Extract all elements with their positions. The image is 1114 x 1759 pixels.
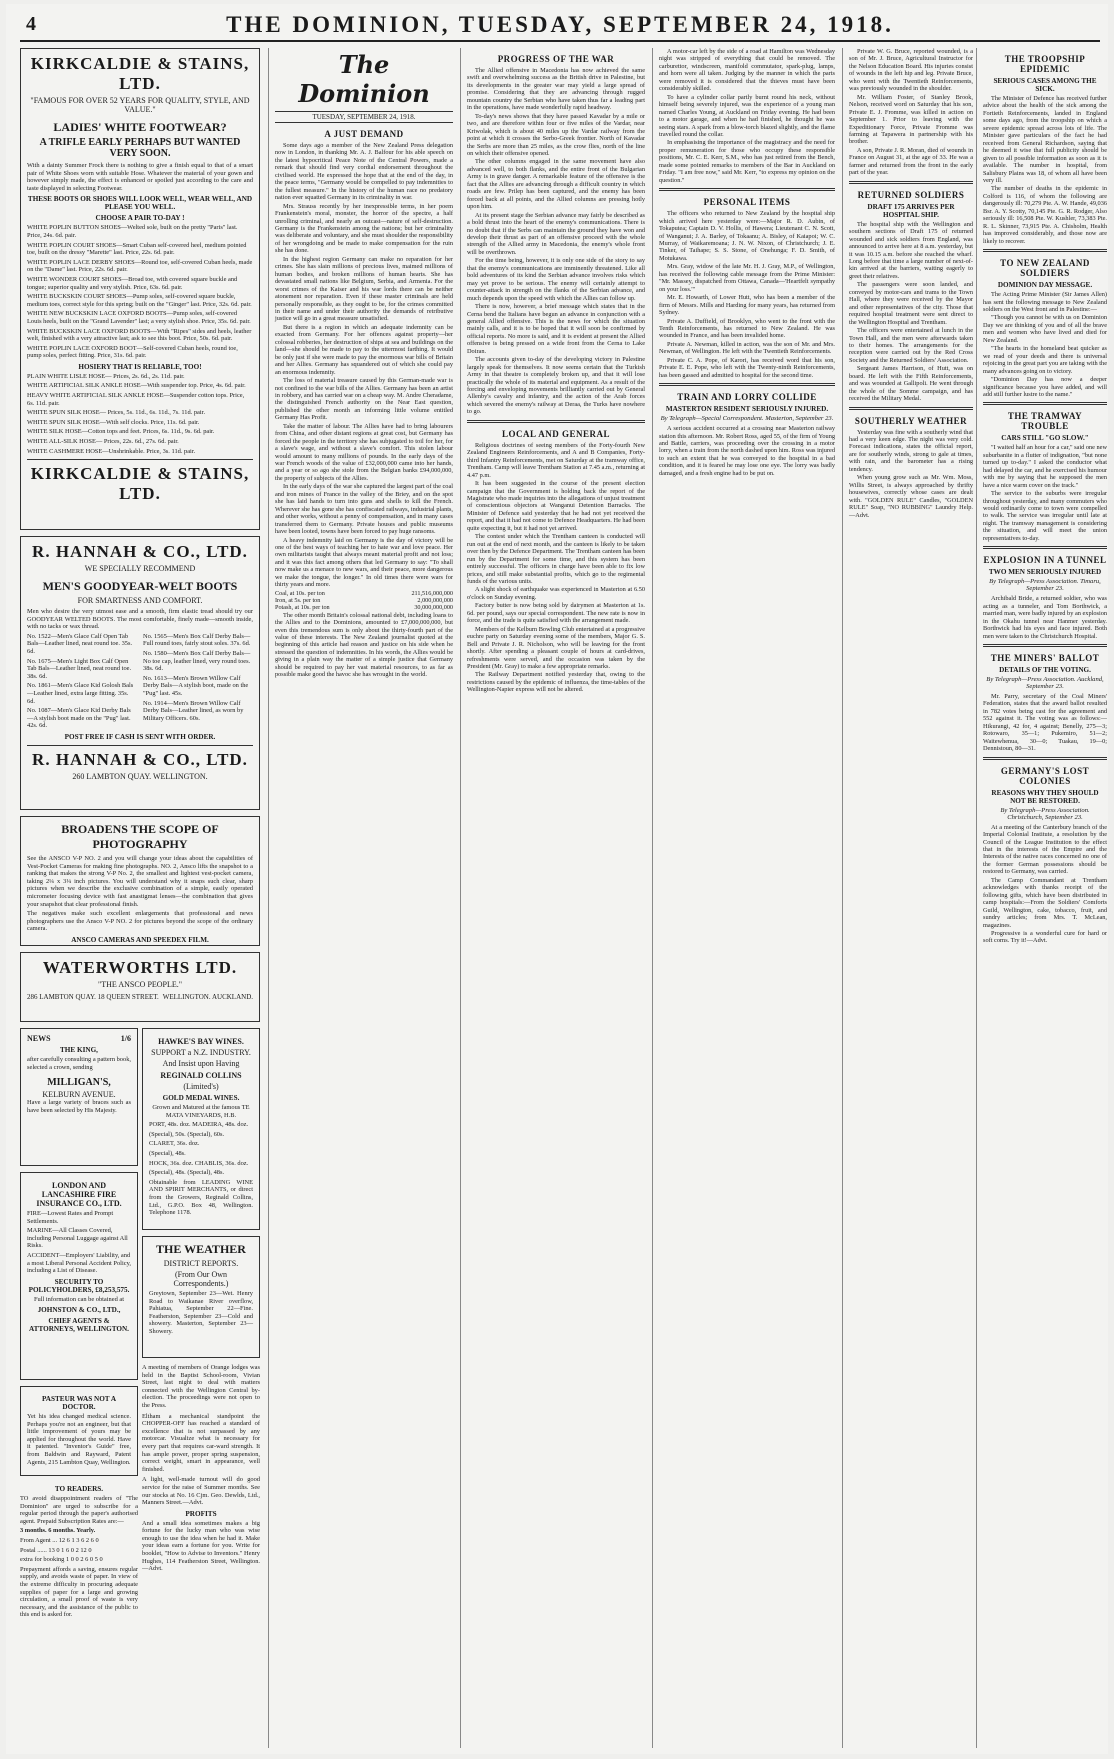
insurance-line: FIRE—Lowest Rates and Prompt Settlements. <box>27 1210 114 1225</box>
paragraph: Take the matter of labour. The Allies have had to bring labourers from China, and other distant regions at great cost, but Germany has forced the people in the territory she has subjugated to toil for her, for a slave's wage, and without a slave's comfort. This stolen labour would amount to many millions of pounds. In the early days of the war French woods of the value of £32,000,000 came into her hands, and a year or so ago she stole from the Belgian banks £94,000,000, the property of subjects of the Allies. <box>275 422 453 482</box>
meeting-text3: A light, well-made turnout will do good service for the raise of Summer months. See our stocks at No. 16 Cjm. Geo. Dewlds, Ltd., Manners Street.—Advt. <box>142 1476 260 1507</box>
paragraph: The hospital ship with the Wellington and southern sections of Draft 175 of returned wounded and sick soldiers from England, was announced to arrive here at 8 a.m. yesterday, but it was 10.15 a.m. before she reached the wharf. Long before that time a large number of next-of-kin arrived at the barriers, waiting eagerly to greet their relatives. <box>849 220 973 280</box>
kirkcaldie-footer: KIRKCALDIE & STAINS, LTD. <box>30 464 250 504</box>
general-notes <box>659 48 835 184</box>
insurance-title: LONDON AND LANCASHIRE FIRE INSURANCE CO., LTD. <box>36 1181 122 1208</box>
tunnel-headline: EXPLOSION IN A TUNNEL <box>983 555 1107 566</box>
wine-line: HOCK, 36s. doz. CHABLIS, 36s. doz. <box>149 1159 249 1167</box>
meeting-text2: Eltham a mechanical standpoint the CHOPPER-OFF has reached a standard of excellence that is not surpassed by any motorcar. Visualize what is necessary for every part that requires car-ward strength. It has ample power, proper spring suspension, correct weight, smart in appearance, well finished. <box>142 1412 260 1473</box>
paragraph: There is now, however, a brief message which states that in the Cerna bend the Italians have begun an advance in conjunction with a general Allied offensive. This is the news for which the situation mainly calls, and it is to be hoped that it will soon be confirmed by official reports. No more is said, and it is evident at present the Allied offensive is being pressed on a wide front from the Cerna to Lake Doiran. <box>467 303 645 355</box>
milligan-ad <box>20 1028 138 1166</box>
hosiery-item: WHITE SPUN SILK HOSE— Prices, 5s. 11d., 6s. 11d., 7s. 11d. pair. <box>27 409 206 417</box>
wine-line: (Special), 48s. <box>149 1149 186 1157</box>
paragraph: It has been suggested in the course of the present election campaign that the Government is holding back the report of the Magistrate who made inquiries into the allegations of unjust treatment of conscientious objectors at Wanganui Detention Barracks. The Minister of Defence said yesterday that he had not yet received the report, and that it had not come to Defence Headquarters. He had been quite expecting it, but it had not yet arrived. <box>467 480 645 532</box>
weather-title: THE WEATHER <box>156 1242 246 1256</box>
troopship-body <box>983 95 1107 245</box>
editorial-body-continued <box>275 612 453 679</box>
hannah-item: No. 1087—Men's Glace Kid Derby Bals—A stylish boot made on the "Pug" last. 42s. 6d. <box>27 707 131 730</box>
waterworths-title: WATERWORTHS LTD. <box>42 958 238 977</box>
paragraph: The Acting Prime Minister (Sir James Allen) has sent the following message to New Zealand soldiers on the West front and in Palestine:— <box>983 291 1107 313</box>
hannah-address: 260 LAMBTON QUAY. WELLINGTON. <box>72 771 208 781</box>
paragraph: A motor-car left by the side of a road at Hamilton was Wednesday night was stripped of everything that could be removed. The carburettor, windscreen, manifold commutator, spark-plug, lamps, and horn were all taken. Judging by the manner in which the parts were removed it is considered that the thieves must have been considerably skilled. <box>659 48 835 93</box>
hosiery-item: WHITE ALL-SILK HOSE— Prices, 22s. 6d., 27s. 6d. pair. <box>27 438 179 446</box>
weather-sub2: (From Our Own Correspondents.) <box>173 1270 229 1288</box>
pasteur-text: Yet his idea changed medical science. Perhaps you're not an engineer, but that little improvement of yours may be applied for throughout the world. Have it patented. "Inventor's Guide" free, from Baldwin and Rayward, Patent Agents, 215 Lambton Quay, Wellington. <box>27 1413 131 1466</box>
insurance-line: MARINE—All Classes Covered, including Personal Luggage against All Risks. <box>27 1227 128 1250</box>
war-headline: PROGRESS OF THE WAR <box>497 54 615 64</box>
paragraph: For the time being, however, it is only one side of the story to say that the enemy's communications are imminently threatened. Like all bold adventures of its kind the Serbian advance involves risks which may yet prove to be serious. The enemy will certainly attempt to counter-attack in strength on the flanks of the Serbian advance, and much depends upon the speed with which the Allies can follow up. <box>467 257 645 302</box>
paragraph: Private C. A. Pope, of Karori, has received word that his son, Private E. E. Pope, who left with the Twenty-ninth Reinforcements, has been gassed and admitted to hospital for the second time. <box>659 356 835 379</box>
editorial-body <box>275 142 453 589</box>
wine-line: (Special), 50s. (Special), 60s. <box>149 1130 225 1138</box>
paragraph: The loss of material treasure caused by this German-made war is not confined to the war bills of the Allies. Germany has been an artist in robbery, and has carried war on a cheap way. M. Andre Cheradame, the distinguished French authority on the Near East question, published the other month an informing little volume entitled Germany Has Profit. <box>275 377 453 422</box>
paragraph: The Railway Department notified yesterday that, owing to the restrictions caused by the epidemic of influenza, the time-tables of the Wellington-Napier express will not be altered. <box>467 671 645 694</box>
paragraph: A son, Private J. R. Moran, died of wounds in France on August 31, at the age of 33. He was a farmer and returned from the front in the early part of the year. <box>849 146 973 177</box>
insurance-line: ACCIDENT—Employers' Liability, and a most Liberal Personal Accident Policy, including a List of Disease. <box>27 1251 131 1275</box>
hosiery-heading: HOSIERY THAT IS RELIABLE, TOO! <box>78 362 202 371</box>
readers-text: TO avoid disappointment readers of "The Dominion" are urged to subscribe for a regular period through the paper's authorised agent. Prepaid Subscription Rates are:— <box>20 1495 138 1525</box>
rates-row: extra for booking 1 0 0 2 6 0 5 0 <box>20 1556 103 1564</box>
tramway-subhead: CARS STILL "GO SLOW." <box>1001 434 1089 443</box>
weather-sub: DISTRICT REPORTS. <box>163 1259 239 1268</box>
kirkcaldie-tagline: "FAMOUS FOR OVER 52 YEARS FOR QUALITY, STYLE, AND VALUE." <box>30 96 250 114</box>
hawkes-title: HAWKE'S BAY WINES. <box>158 1037 244 1046</box>
soldiers-message-headline: TO NEW ZEALAND SOLDIERS <box>1000 258 1090 279</box>
paragraph: The accounts given to-day of the developing victory in Palestine largely speak for themselves. It now seems certain that the Turkish Army in that theatre is completely broken up, and that it will lose practically the whole of its material and equipment. As a result of the forcing and enveloping movements brilliantly carried out by General Allenby's cavalry and infantry, and the action of the Arab forces which severed the enemy's railway at Deraa, the Turks have nowhere to go. <box>467 356 645 416</box>
hannah-headline: MEN'S GOODYEAR-WELT BOOTS <box>42 579 238 593</box>
hannah-intro: Men who desire the very utmost ease and a smooth, firm elastic tread should try our GOODYEAR WELTED BOOTS. The most comfortable, finely made—smooth inside, with no tacks or wax thread. <box>27 608 253 631</box>
returned-subhead: DRAFT 175 ARRIVES PER HOSPITAL SHIP. <box>867 202 955 219</box>
kirkcaldie-item: WHITE POPLIN LACE OXFORD BOOT—Self-covered Cuban heels, round toe, pump soles, perfect fitting. Price, 31s. 6d. pair. <box>27 344 238 360</box>
kirkcaldie-item: WHITE BUCKSKIN LACE OXFORD BOOTS—With "Ripes" sides and heels, leather welt, finished with a very attractive last; ask to see this boot. Price, 50s. 6d. pair. <box>27 327 252 343</box>
insurance-info: Full information can be obtained at <box>34 1295 124 1303</box>
ballot-body <box>983 693 1107 753</box>
kirkcaldie-item: WHITE POPLIN COURT SHOES—Smart Cuban self-covered heel, medium pointed toe, built on the dressy "Marette" last. Price, 22s. 6d. pair. <box>27 241 247 257</box>
paragraph: Private A. Duffield, of Brooklyn, who went to the front with the Tenth Reinforcements, has returned to New Zealand. He was wounded in France, and has been invalided home. <box>659 317 835 340</box>
editorial-date: TUESDAY, SEPTEMBER 24, 1918. <box>275 111 453 123</box>
wine-line: PORT, 48s. doz. MADEIRA, 48s. doz. <box>149 1121 249 1129</box>
paragraph: A serious accident occurred at a crossing near Masterton railway station this afternoon. Mr. Robert Ross, aged 55, of the firm of Young and Battle, carriers, was proceeding over the crossing in a motor lorry, when a train from the north dashed upon him. Ross was injured to such an extent that he was conveyed to the hospital in a bad condition, and it is feared he may lose one eye. The lorry was badly damaged, and a fresh engine had to be put on. <box>659 425 835 477</box>
table-row: Coal, at 10s. per ton 211,516,000,000 <box>275 589 453 597</box>
paragraph: The other month Britain's colossal national debt, including loans to the Allies and to the Dominions, amounted to £7,000,000,000, but even this tremendous sum is only about the thirty-fourth part of the value of these interests. The New Zealand journalist quoted at the beginning of this article had reason and justice on his side when he stressed the question of indemnities. In his words, the Allies would be giving in a plain way the matter of a simple justice that Germany should be required to pay her vast material resources, to as far as possible make good the havoc she has wrought in the world. <box>275 611 453 679</box>
milligan-text2: Have a large variety of braces such as have been selected by His Majesty. <box>27 1099 131 1114</box>
paragraph: Factory butter is now being sold by dairymen at Masterton at 1s. 6d. per pound, says our special correspondent. The new rate is now in force, and the trade is quite satisfied with the arrangement made. <box>467 602 645 625</box>
paragraph: A slight shock of earthquake was experienced in Masterton at 6.50 o'clock on Sunday evening. <box>467 586 645 601</box>
hannah-ad <box>20 536 260 810</box>
hawkes-obtainable: Obtainable from LEADING WINE AND SPIRIT MERCHANTS, or direct from the Growers, Reginald Collins, Ltd., G.P.O. Box 48, Wellington. Telephone 1178. <box>149 1178 253 1217</box>
paragraph: Progressive is a wonderful cure for hard or soft corns. Try it!—Advt. <box>983 929 1107 945</box>
paragraph: Sergeant James Harrison, of Hutt, was on board. He left with the Fifth Reinforcements, and was wounded at Gallipoli. He went through the whole of the Somme campaign, and has received the Military Medal. <box>849 365 973 403</box>
colonies-body <box>983 824 1107 945</box>
table-row: Potash, at 10s. per ton 30,000,000,000 <box>275 604 453 612</box>
paragraph: Archibald Bride, a returned soldier, who was acting as a tunneler, and Tom Borthwick, a married man, were badly injured by an explosion in the Okahu tunnel near Hanmer yesterday. Borthwick had his eyes and face injured. Both men were taken to the Christchurch Hospital. <box>983 595 1107 640</box>
paragraph: "The hearts in the homeland beat quicker as we read of your deeds and there is universal rejoicing in the great part you are taking with the many advances going on to victory. <box>983 345 1107 375</box>
hannah-item: No. 1861—Men's Glace Kid Golosh Bals—Leather lined, extra large fitting. 35s. 6d. <box>27 682 134 705</box>
photography-text2: The negatives make such excellent enlargements that professional and news photographers use the Ansco V-P NO. 2 for pictures beyond the scope of the ordinary camera. <box>27 910 253 933</box>
hannah-item: No. 1613—Men's Brown Willow Calf Derby Bals—A stylish boot, made on the "Pug" last. 45s. <box>143 674 249 697</box>
newspaper-page <box>6 4 1108 1754</box>
paragraph: In the highest region Germany can make no reparation for her crimes. She has slain millions of precious lives, maimed millions of human bodies, and broken millions of human hearts. She has devastated small nations like Belgium, Serbia, and Armenia. For the worst crimes of the Kaiser and his war lords there can be neither atonement nor reparation. Even if these master criminals are held personally responsible, as they ought to be, for the crimes committed in their name and under their authority the demands of retributive justice will go in a great measure unsatisfied. <box>275 255 453 323</box>
photography-text: See the ANSCO V-P NO. 2 and you will change your ideas about the capabilities of Vest-Pocket Cameras for making fine photographs. NO. 2, Ansco lifts the snapshot to a ranking that makes the strong V-P No. 2, the smallest and lightest vest-pocket camera, taking 2¼ x 3¼ inch pictures. You will understand why it snaps such clear, sharp pictures when we describe the exclusive combination of a simple, easily operated micrometer focusing device with fast anastigmat lenses—the combination that gives your snapshot that clear professional finish. <box>27 855 253 908</box>
readers-title: TO READERS. <box>54 1485 104 1493</box>
hawkes-medal: GOLD MEDAL WINES. <box>162 1094 240 1102</box>
hannah-item: No. 1675—Men's Light Box Calf Open Tab Bals—Leather lined, neat round toe. 38s. 6d. <box>27 657 132 680</box>
personal-body <box>659 210 835 379</box>
paragraph: The contest under which the Trentham canteen is conducted will run out at the end of next month, and the canteen is likely to be taken over then by the Defence Department. The Trentham canteen has been run by the Department for some time, and this system has been entirely successful. The officers in charge have been able to fix low prices, and still make substantial profits, which go to the regimental funds of the various units. <box>467 533 645 585</box>
soldier-notes <box>849 48 973 177</box>
hannah-recommend: WE SPECIALLY RECOMMEND <box>84 564 196 573</box>
profits-heading: PROFITS <box>185 1509 217 1518</box>
local-body <box>467 442 645 694</box>
weather-body <box>849 429 973 519</box>
paragraph: Members of the Kelburn Bowling Club entertained at a progressive euchre party on Saturday evening some of the members, Major G. S. Bell and Private J. R. Nicholson, who will be leaving for the front shortly. After spending a pleasant couple of hours at card-drives, refreshments were served, and the occasion was taken by the President (Mr. Gray) to make a few appropriate remarks. <box>467 625 645 670</box>
advertisement-column <box>20 48 260 1748</box>
meeting-text: A meeting of members of Orange lodges was held in the Baptist School-room, Vivian Street, last night to deal with matters connected with the Wellington Central by-election. The proceedings were not open to the Press. <box>142 1364 260 1409</box>
paragraph: The other columns engaged in the same movement have also advanced well, to both flanks, and the entire front of the Bulgarian Army is in grave danger. A remarkable feature of the offensive is the fact that the Allies are advancing through a difficult country in which roads are few. Prilep has been captured, and the enemy has been forced back at all points, and the Allied columns are pressing hotly upon him. <box>467 158 645 211</box>
troopship-subhead: SERIOUS CASES AMONG THE SICK. <box>993 77 1097 93</box>
paragraph: Religious doctrines of seeing members of the Forty-fourth New Zealand Engineers Reinforcements, and A and B Companies, Forty-third Infantry Reinforcements, met on Saturday at the tramway office, Trentham. Camp will leave Trentham Station at 7.45 a.m., returning at 4.47 p.m. <box>467 441 645 479</box>
resources-table <box>275 590 453 612</box>
rates-row: Postal ...... 13 0 1 6 0 2 12 0 <box>20 1546 92 1554</box>
returned-headline: RETURNED SOLDIERS <box>857 189 965 200</box>
waterworths-sub: "THE ANSCO PEOPLE." <box>97 980 183 989</box>
paragraph: The Minister of Defence has received further advice about the health of the sick among the Fortieth Reinforcements, landed in England some days ago, from the troopship on which a severe epidemic spread across lots of life. The Minister gave particulars of the fact he had received from General Richardson, saying that he deemed it wise that full publicity should be given to all possible information as soon as it is available. The number in hospital, from Salisbury Plains was 18, of whom all have been very ill. <box>983 95 1107 184</box>
kirkcaldie-item: WHITE BUCKSKIN COURT SHOES—Pump soles, self-covered square buckle, medium toes, correct style for this spring; built on the "Ginger" last. Price, 32s. 6d. pair. <box>27 293 252 308</box>
rates-row: From Agent ... 12 6 1 3 6 2 6 0 <box>20 1536 99 1544</box>
paragraph: The passengers were soon landed, and conveyed by motor-cars and trams to the Town Hall, where they were received by the Mayor and other representatives of the city. Those that required hospital treatment were sent direct to the Wellington Hospital and Trentham. <box>849 281 973 326</box>
masthead <box>20 10 1100 42</box>
ballot-dateline: By Telegraph—Press Association. Auckland, September 23. <box>986 676 1104 691</box>
hawkes-brand-sub: (Limited's) <box>183 1082 219 1091</box>
paragraph: Private A. Newman, killed in action, was the son of Mr. and Mrs. Newman, of Wellington. He left with the Twentieth Reinforcements. <box>659 340 835 356</box>
waterworths-address: 286 LAMBTON QUAY. 18 QUEEN STREET. <box>27 993 159 1001</box>
pasteur-title: PASTEUR WAS NOT A DOCTOR. <box>41 1395 117 1411</box>
paragraph: The service to the suburbs were irregular throughout yesterday, and many commuters who would ordinarily come to town were compelled to walk. The service was irregular until late at night. The tramway management is considering the situation, and will meet the union representatives to-day. <box>983 490 1107 542</box>
paragraph: When young grow such as Mr. Wm. Moss, Willis Street, is always approached by thrifty housewives, correctly whose cases are dealt with. "GOLDEN RULE" Candles, "GOLDEN RULE" Soap, "NO RUBBING" Laundry Help.—Advt. <box>849 474 973 519</box>
insurance-security: SECURITY TO POLICYHOLDERS, £8,253,575. <box>28 1277 130 1294</box>
hannah-sub: FOR SMARTNESS AND COMFORT. <box>77 596 203 605</box>
paragraph: To have a cylinder collar partly burnt round his neck, without himself being severely injured, was the experience of a young man named Charles Young, at Auckland on Friday evening. He had been to a motor garage, and when he had finished, he thought he was seeing stars. A spark from a blow-torch blazed slightly, and the flame travelled round the collar. <box>659 93 835 138</box>
paragraph: In emphasising the importance of the magistracy and the need for proper remuneration for those who occupy these responsible positions, Mr. C. E. Kerr, S.M., who has just retired from the Bench, made some pointed remarks to members of the Bar in Auckland on Friday. "I am free now," said Mr. Kerr, "to express my opinion on the question." <box>659 139 835 184</box>
soldiers-message-subhead: DOMINION DAY MESSAGE. <box>997 281 1093 290</box>
paragraph: At a meeting of the Canterbury branch of the Imperial Colonial Institute, a resolution by the Council of the League Institution to the effect that in the interests of the Empire and the Interests of the native races concerned no one of the former German possessions should be restored to Germany, was carried. <box>983 823 1107 876</box>
lorry-subhead: MASTERTON RESIDENT SERIOUSLY INJURED. <box>665 405 829 414</box>
paragraph: "Though you cannot be with us on Dominion Day we are thinking of you and of all the brave men and women who have lived and died for New Zealand. <box>983 314 1107 344</box>
hannah-title: R. HANNAH & CO., LTD. <box>32 542 248 561</box>
tramway-headline: THE TRAMWAY TROUBLE <box>1007 411 1083 432</box>
readers-notice <box>20 1482 138 1652</box>
lorry-body <box>659 425 835 477</box>
table-row: Iron, at 5s. per ton 2,000,000,000 <box>275 597 453 605</box>
colonies-headline: GERMANY'S LOST COLONIES <box>1000 765 1090 786</box>
weather-headline: SOUTHERLY WEATHER <box>854 415 968 426</box>
hosiery-item: PLAIN WHITE LISLE HOSE— Prices, 2s. 6d., 2s. 11d. pair. <box>27 372 185 380</box>
photography-footer: ANSCO CAMERAS AND SPEEDEX FILM. <box>71 935 209 944</box>
meetings-notices <box>142 1364 260 1642</box>
newspaper-title: THE DOMINION, TUESDAY, SEPTEMBER 24, 1918. <box>226 12 894 37</box>
paragraph: The number of deaths in the epidemic in Colford is 116, of whom the following are dangerously ill: 70,279 Pte. A. W. Hande, 49,036 Bsr. A. Y. Scotty, 70,145 Pte. G. R. Rodger, Also seriously ill: 16,508 Pte. W. Kushler, 73,383 Pte. R. L. Skinner, 73,915 Pte. A. Chisholm, Health has improved considerably, and those now are likely to recover. <box>983 185 1107 245</box>
profits-text: And a small idea sometimes makes a big fortune for the lucky man who was wise enough to use the idea when he had it. Make your ideas earn a fortune for you. Write for booklet, "How to Advise to Inventors." Henry Hughes, 114 Featherston Street, Wellington.—Advt. <box>142 1519 260 1573</box>
troopship-headline: THE TROOPSHIP EPIDEMIC <box>1004 54 1086 74</box>
hannah-item: No. 1565—Men's Box Calf Derby Bals—Full round toes, fairly stout soles. 37s. 6d. <box>143 632 251 648</box>
tunnel-body <box>983 595 1107 640</box>
colonies-subhead: REASONS WHY THEY SHOULD NOT BE RESTORED. <box>991 788 1099 805</box>
tunnel-subhead: TWO MEN SERIOUSLY INJURED <box>988 568 1102 577</box>
ballot-headline: THE MINERS' BALLOT <box>990 653 1100 664</box>
paragraph: Mrs. Gray, widow of the late Mr. H. J. Gray, M.P., of Wellington, has received the following cable message from the Prime Minister: "Mr. Massey, dispatched from Ottawa, Canada—'Heartfelt sympathy on your loss.'" <box>659 263 835 293</box>
hosiery-item: WHITE CASHMERE HOSE—Unshrinkable. Price, 3s. 11d. pair. <box>27 447 196 455</box>
colonies-dateline: By Telegraph—Press Association. Christchurch, September 23. <box>1000 806 1090 821</box>
kirkcaldie-item: WHITE POPLIN LACE DERBY SHOES—Round toe, self-covered Cuban heels, made on the "Dame" last. Price, 22s. 6d. pair. <box>27 258 253 274</box>
paragraph: But there is a region in which an adequate indemnity can be exacted from Germany. For her offences against property—her colossal robberies, her destruction of ships at sea and buildings on the land—she should be made to pay to the uttermost farthing. It would be only just if she were made to pay the enormous war bills of Britain and her Allies. Germany has squandered out of which she could pay an enormous indemnity. <box>275 323 453 376</box>
wine-line: (Special), 48s. (Special), 48s. <box>149 1169 225 1177</box>
insurance-agent: JOHNSTON & CO., LTD., <box>37 1306 121 1315</box>
hosiery-item: HEAVY WHITE ARTIFICIAL SILK ANKLE HOSE—Suspender cotton tops. Price, 6s. 11d. pair. <box>27 392 245 407</box>
paragraph: The Allied offensive in Macedonia has now achieved the same swift and overwhelming success as the British drive in Palestine, but its developments in the greater war may yield a large spread of promise. Considering that they are advancing through rugged mountain country the Serbian who have taken thus far a leading part in the operations, have made wonderfully rapid headway. <box>467 67 645 112</box>
paragraph: Mr. Parry, secretary of the Coal Miners' Federation, states that the award ballot resulted in 782 votes being cast for the agreement and 552 against it. The voting was as follows:—Hikurangi, 42 for, 4 against; Benelly, 275—3; Rotowaro, 35—1; Pukemiro, 51—2; Waitewhenua, 30—0; Tuakau, 19—0; Dennistoun, 80—31. <box>983 693 1107 753</box>
personal-headline: PERSONAL ITEMS <box>703 197 791 208</box>
columns <box>20 48 1107 1748</box>
returned-body <box>849 221 973 403</box>
editorial-masthead: The Dominion <box>298 50 430 108</box>
war-body <box>467 67 645 416</box>
soldiers-message-body <box>983 291 1107 398</box>
returned-soldiers-column <box>842 48 973 1748</box>
tunnel-dateline: By Telegraph—Press Association. Timaru, September 23. <box>989 578 1101 593</box>
milligan-address: KELBURN AVENUE. <box>42 1090 116 1100</box>
kirkcaldie-item: WHITE POPLIN BUTTON SHOES—Welted sole, built on the pretty "Paris" last. Price, 24s. 6d. pair. <box>27 224 238 239</box>
news-price: 1/6 <box>120 1034 131 1043</box>
kirkcaldie-cta: THESE BOOTS OR SHOES WILL LOOK WELL, WEAR WELL, AND PLEASE YOU WELL. <box>27 195 253 212</box>
hawkes-bay-ad <box>142 1028 260 1230</box>
rates-header: 3 months. 6 months. Yearly. <box>20 1527 96 1535</box>
kirkcaldie-title: KIRKCALDIE & STAINS, LTD. <box>30 54 250 93</box>
paragraph: A heavy indemnity laid on Germany is the day of victory will be one of the best ways of teaching her to hate war and love peace. Her own militarists taught that always meant material profit and not loss; and it was this fact among others that led Germany to say: "To shall now make us a menace to new wars, and their peace, more dangerous we make the tongue, the longer." In old times there were wars for thirty years and more. <box>275 536 453 589</box>
pasteur-ad <box>20 1386 138 1476</box>
hawkes-grown: Grown and Matured at the famous TE MATA VINEYARDS, H.B. <box>152 1104 250 1119</box>
paragraph: Mr. E. Howarth, of Lower Hutt, who has been a member of the firm of Messrs. Mills and Harding for many years, has returned from Sydney. <box>659 294 835 317</box>
paragraph: "Dominion Day has now a deeper significance because you have added, and will add still further lustre to the name." <box>983 376 1107 398</box>
insurance-ad <box>20 1172 138 1380</box>
hawkes-brand: REGINALD COLLINS <box>160 1071 242 1080</box>
hawkes-sub2: And Insist upon Having <box>162 1059 240 1068</box>
paragraph: The officers were entertained at lunch in the Town Hall, and the men were afterwards taken to their homes. The arrangements for the reception were carried out by the Red Cross Society and the Returned Soldiers' Association. <box>849 327 973 364</box>
hannah-item: No. 1522—Men's Glace Calf Open Tab Bals—Leather lined, neat round toe. 35s. 6d. <box>27 632 133 655</box>
lorry-headline: TRAIN AND LORRY COLLIDE <box>677 392 817 403</box>
paragraph: "I waited half an hour for a car," said one new suburbanite in a flutter of indignation, "but none turned up to-day." I asked the conductor what had delayed the car, and he exercised his humour with me by saying that he supposed the men have a nice warm cover on the track." <box>983 444 1107 489</box>
paragraph: Mr. William Foster, of Stanley Brook, Nelson, received word on Saturday that his son, Private E. J. Fromme, was killed in action on September 1. Prior to leaving with the Expeditionary Force, Private Fromme was farming at Tapawera in partnership with his brother. <box>849 93 973 146</box>
hosiery-item: WHITE SILK HOSE—Cotton tops and feet. Prices, 6s. 11d., 9s. 6d. pair. <box>27 428 215 436</box>
wine-line: CLARET, 36s. doz. <box>149 1140 200 1148</box>
weather-text: Greytown, September 23—Wet. Henry Road to Waikanae River overflow, Pahiatua, September 22—Fine. Featherston, September 23—Cold and showery. Masterton, September 23—Showery. <box>149 1290 253 1335</box>
paragraph: The Camp Commandant at Trentham acknowledges with thanks receipt of the following gifts, which have been distributed in camp hospitals:—From the Soldiers' Comforts Guild, Wellington, cake, tobacco, fruit, and sundry articles; from Mrs. T. McLean, magazines. <box>983 876 1107 929</box>
personal-column <box>652 48 835 1748</box>
milligan-text: after carefully consulting a pattern book, selected a crown, sending <box>27 1056 131 1071</box>
war-column <box>460 48 645 1748</box>
readers-text2: Prepayment affords a saving, ensures regular supply, and avoids waste of paper. In view of the extreme difficulty in procuring adequate supplies of paper for a large and growing circulation, a small proof of waste is very necessary, and the assistance of the public to this end is asked for. <box>20 1565 138 1619</box>
paragraph: The officers who returned to New Zealand by the hospital ship which arrived here yesterday were:—Major R. D. Aubin, of Tokaputea; Captain D. V. Hollis, of Hawera; Lieutenant C. N. Scott, of Wanganui; J. A. Barley, of Tokaanu; A. Bisley, of Kaiapoi; W. C. Murray, of Waikaremoana; J. N. W. Nixon, of Christchurch; J. E. Tinker, of Taihape; S. S. Stone, of Onehunga; F. D. Smith, of Motukawa. <box>659 210 835 262</box>
kirkcaldie-item: WHITE NEW BUCKSKIN LACE OXFORD BOOTS—Pump soles, self-covered Louis heels, built on the "Grand Lavender" last; a very stylish shoe. Price, 35s. 6d. pair. <box>27 310 251 325</box>
hosiery-item: WHITE ARTIFICIAL SILK ANKLE HOSE—With suspender top. Price, 4s. 6d. pair. <box>27 382 246 390</box>
milligan-brand: MILLIGAN'S, <box>47 1077 111 1089</box>
paragraph: Private W. G. Bruce, reported wounded, is a son of Mr. J. Bruce, Agricultural Instructor for the Nelson Education Board. His injuries consist of wounds in the left hip and leg. Private Bruce, who went with the Twentieth Reinforcements, was previously wounded in the shoulder. <box>849 48 973 93</box>
paragraph: To-day's news shows that they have passed Kavadar by a mile or two, and are therefore within four or five miles of the Vardar, near Kriwolak, which is about 40 miles up the Vardar railway from the point at which it crosses the Serbo-Greek frontier. North of Kavadar the Serbs are more than 25 miles, as the crow flies, north of the line on which their offensive opened. <box>467 112 645 157</box>
waterworths-ad <box>20 952 260 1022</box>
paragraph: In the early days of the war she captured the largest part of the coal and iron mines of France in the valley of the Briey, and on the spot she has laid hands to turn into guns and shells to kill the French. Wherever she has gone she has confiscated railways, industrial plants, and other works, without a penny of compensation, and in many cases transferred them to Germany. Private houses and public museums have been looted, towns have been forced to pay huge ransoms. <box>275 483 453 536</box>
hannah-item: No. 1580—Men's Box Calf Derby Bals—No toe cap, leather lined, very round toes. 38s. 6d. <box>143 649 251 673</box>
lorry-dateline: By Telegraph—Special Correspondent. Masterton, September 23. <box>660 415 834 423</box>
tramway-body <box>983 444 1107 542</box>
photography-ad <box>20 816 260 946</box>
kirkcaldie-item: WHITE WONDER COURT SHOES—Broad toe, with covered square buckle and tongue; superior quality and very stylish. Price, 63s. 6d. pair. <box>27 275 238 291</box>
kirkcaldie-cta2: CHOOSE A PAIR TO-DAY ! <box>95 214 185 223</box>
hannah-item: No. 1914—Men's Brown Willow Calf Derby Bals—Leather lined, as worn by Military Officers. 60s. <box>143 699 244 722</box>
paragraph: Yesterday was fine with a southerly wind that had a very keen edge. The night was very cold. Forecast indications, states the official report, are for southerly winds, strong to gale at times, with rain, and the barometer has a rising tendency. <box>849 428 973 473</box>
hannah-footer: R. HANNAH & CO., LTD. <box>32 749 248 769</box>
kirkcaldie-headline: LADIES' WHITE FOOTWEAR? <box>53 120 227 134</box>
news-label: NEWS <box>27 1034 51 1043</box>
paragraph: Some days ago a member of the New Zealand Press delegation now in London, in thanking Mr. A. J. Balfour for his able speech on the latest hypocritical Peace Note of the Central Powers, made a remark that should find very cordial endorsement throughout the civilised world. He expressed the hope that at the end of the day, in the peace terms, "Germany would be compelled to pay indemnities to the fullest measure." In the history of the human race no predatory nation ever squatted Germany in its criminality in war. <box>275 142 453 202</box>
page-number: 4 <box>26 13 36 35</box>
milligan-head: THE KING, <box>60 1046 98 1054</box>
paragraph: Mrs. Strauss recently by her inexpressible terms, in her poem Frankenstein's moral, monster, the horror of the spectre, a half unrolling criminal, and nearly an outcast—nature of self-destruction. Germany is the Frankenstein among the nations; but her criminality was deliberate and voluntary, and she must shoulder the responsibility of her wrongdoing and be made to make compensation for the ruin she has done. <box>275 202 453 255</box>
insurance-agent2: CHIEF AGENTS & ATTORNEYS, WELLINGTON. <box>29 1317 129 1334</box>
paragraph: At its present stage the Serbian advance may fairly be described as a bold thrust into the heart of the enemy's communications. There is no doubt that if the Serbs can maintain the ground they have won and develop their thrust as part of an offensive proceed with the whole strength of the Allied army in Macedonia, the enemy's whole front will be overthrown. <box>467 211 645 256</box>
hannah-post: POST FREE IF CASH IS SENT WITH ORDER. <box>64 732 216 741</box>
ballot-subhead: DETAILS OF THE VOTING. <box>999 666 1091 675</box>
kirkcaldie-subhead: A TRIFLE EARLY PERHAPS BUT WANTED VERY SOON. <box>39 137 241 159</box>
kirkcaldie-intro: With a dainty Summer Frock there is nothing to give a finish equal to that of a smart pair of White Shoes worn with suitable Hose. Whatever the material of your gown and however simply made, the effect is enhanced or spoiled just according to the care and taste displayed in selecting Footwear. <box>27 162 253 192</box>
editorial-headline: A JUST DEMAND <box>324 129 404 139</box>
hosiery-item: WHITE SPUN SILK HOSE—With self clocks. Price, 11s. 6d. pair. <box>27 418 200 426</box>
local-headline: LOCAL AND GENERAL <box>501 428 611 439</box>
waterworths-cities: WELLINGTON. AUCKLAND. <box>162 993 253 1001</box>
editorial-column <box>268 48 453 1748</box>
news-column <box>976 48 1107 1748</box>
weather-box <box>142 1236 260 1358</box>
photography-title: BROADENS THE SCOPE OF PHOTOGRAPHY <box>61 822 219 851</box>
hawkes-sub: SUPPORT a N.Z. INDUSTRY. <box>151 1048 251 1057</box>
kirkcaldie-ad <box>20 48 260 530</box>
